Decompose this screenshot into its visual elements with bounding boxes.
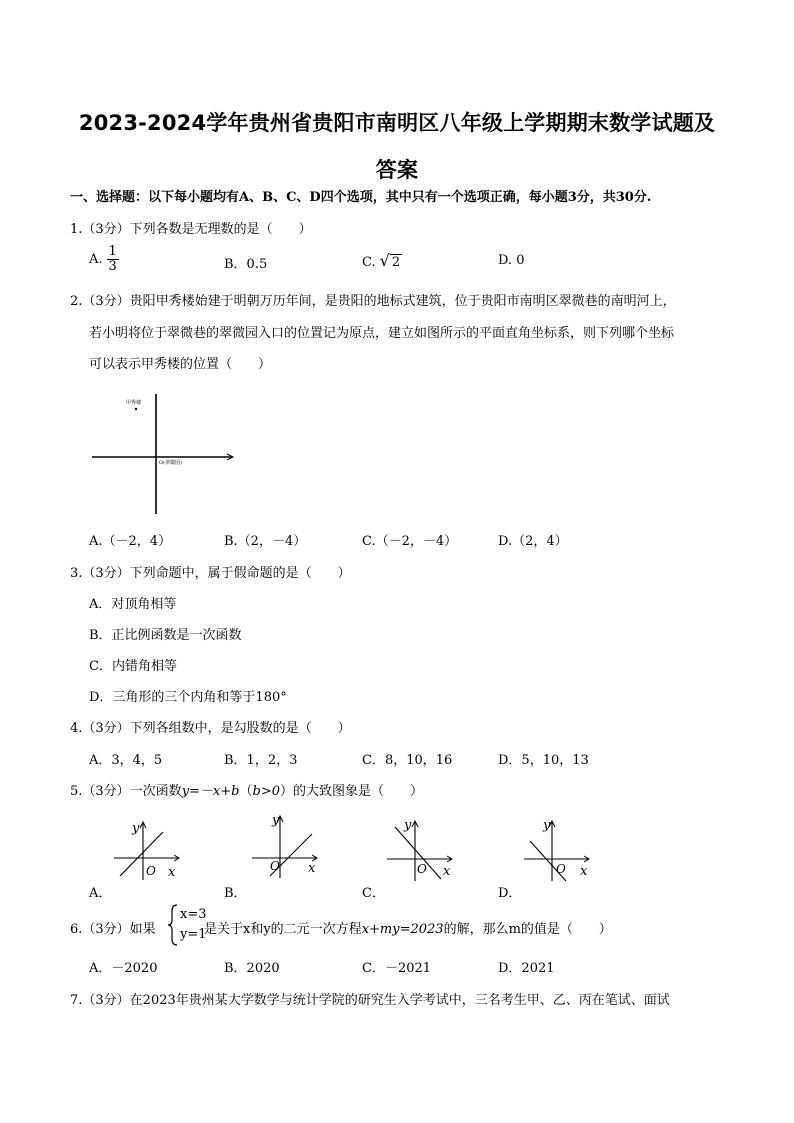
q5-option-d: D． (498, 886, 522, 901)
question-6-stem-pre: 6.（3分）如果 (70, 922, 156, 937)
q5c-origin-label: O (417, 862, 427, 876)
q6-system-eq-1: x=3 (180, 907, 207, 922)
q5a-function-line (120, 832, 163, 876)
q5-graph-c (383, 815, 458, 883)
q5d-y-label: y (543, 818, 551, 833)
q2-point-label: 甲秀楼 (126, 400, 142, 406)
q3-option-b: B．正比例函数是一次函数 (89, 628, 242, 643)
q4-option-b: B．1，2，3 (224, 753, 298, 768)
q3-option-a: A．对顶角相等 (89, 597, 177, 612)
q5b-y-label: y (272, 813, 280, 828)
q6-option-b: B．2020 (224, 961, 280, 976)
question-7-line-1: 7.（3分）在2023年贵州某大学数学与统计学院的研究生入学考试中，三名考生甲、乙、丙在笔试、面试 (70, 993, 670, 1008)
q1-option-a: A. $\frac{1}{3}$ (89, 244, 117, 274)
q2-option-d: D.（2，4） (498, 534, 568, 549)
question-3-stem: 3.（3分）下列命题中，属于假命题的是（ ） (70, 566, 351, 581)
q1-option-d: D. 0 (498, 253, 525, 268)
q5a-y-label: y (132, 821, 140, 836)
question-6-stem-rest: 是关于x和y的二元一次方程x+my=2023的解，那么m的值是（ ） (204, 922, 612, 937)
question-2-line-3: 可以表示甲秀楼的位置（ ） (89, 357, 272, 372)
q5c-x-label: x (443, 864, 451, 879)
q6-brace-path (168, 905, 177, 945)
q5-graph-d (520, 815, 595, 883)
question-4-stem: 4.（3分）下列各组数中，是勾股数的是（ ） (70, 721, 351, 736)
question-5-stem: 5.（3分）一次函数y=－x+b（b>0）的大致图象是（ ） (70, 784, 424, 799)
q1-option-b: B．0.5 (224, 257, 268, 272)
q5b-origin-label: O (270, 859, 280, 873)
q2-option-a: A.（－2，4） (89, 534, 172, 549)
q2-origin-label: O(翠微园) (159, 460, 183, 466)
q4-option-a: A．3，4，5 (89, 753, 163, 768)
q6-system-eq-2: y=1 (180, 927, 207, 942)
q3-option-c: C．内错角相等 (89, 659, 177, 674)
q5d-origin-label: O (556, 862, 566, 876)
q5-option-b: B． (224, 886, 247, 901)
q5-graph-b (248, 810, 323, 880)
q5-graph-a (110, 818, 185, 883)
question-1-stem: 1.（3分）下列各数是无理数的是（ ） (70, 222, 312, 237)
q3-option-d: D．三角形的三个内角和等于180° (89, 690, 287, 705)
page-title: 2023-2024学年贵州省贵阳市南明区八年级上学期期末数学试题及答案 (78, 111, 716, 182)
q2-coordinate-figure (88, 390, 238, 518)
q4-option-c: C．8，10，16 (362, 753, 453, 768)
q2-option-c: C.（－2，－4） (362, 534, 458, 549)
q6-option-c: C．－2021 (362, 961, 432, 976)
q4-option-d: D．5，10，13 (498, 753, 589, 768)
q5-option-a: A． (89, 886, 112, 901)
q5c-y-label: y (404, 818, 412, 833)
q6-option-a: A．－2020 (89, 961, 158, 976)
q6-option-d: D．2021 (498, 961, 555, 976)
q2-point-marker (135, 408, 137, 410)
section-heading: 一、选择题：以下每小题均有A、B、C、D四个选项，其中只有一个选项正确，每小题3分，共30分. (70, 190, 652, 205)
q5a-x-label: x (168, 865, 176, 880)
q5d-x-label: x (580, 864, 588, 879)
question-2-line-1: 2.（3分）贵阳甲秀楼始建于明朝万历年间，是贵阳的地标式建筑，位于贵阳市南明区翠微巷的南明河上， (70, 294, 676, 309)
q5-option-c: C． (362, 886, 385, 901)
q2-option-b: B.（2，－4） (224, 534, 307, 549)
q6-system-brace (167, 903, 179, 947)
q5a-origin-label: O (146, 864, 156, 878)
question-2-line-2: 若小明将位于翠微巷的翠微园入口的位置记为原点，建立如图所示的平面直角坐标系，则下列哪个坐标 (89, 326, 675, 341)
q1-option-c: C. √ 2 (362, 251, 401, 270)
q5b-x-label: x (308, 861, 316, 876)
